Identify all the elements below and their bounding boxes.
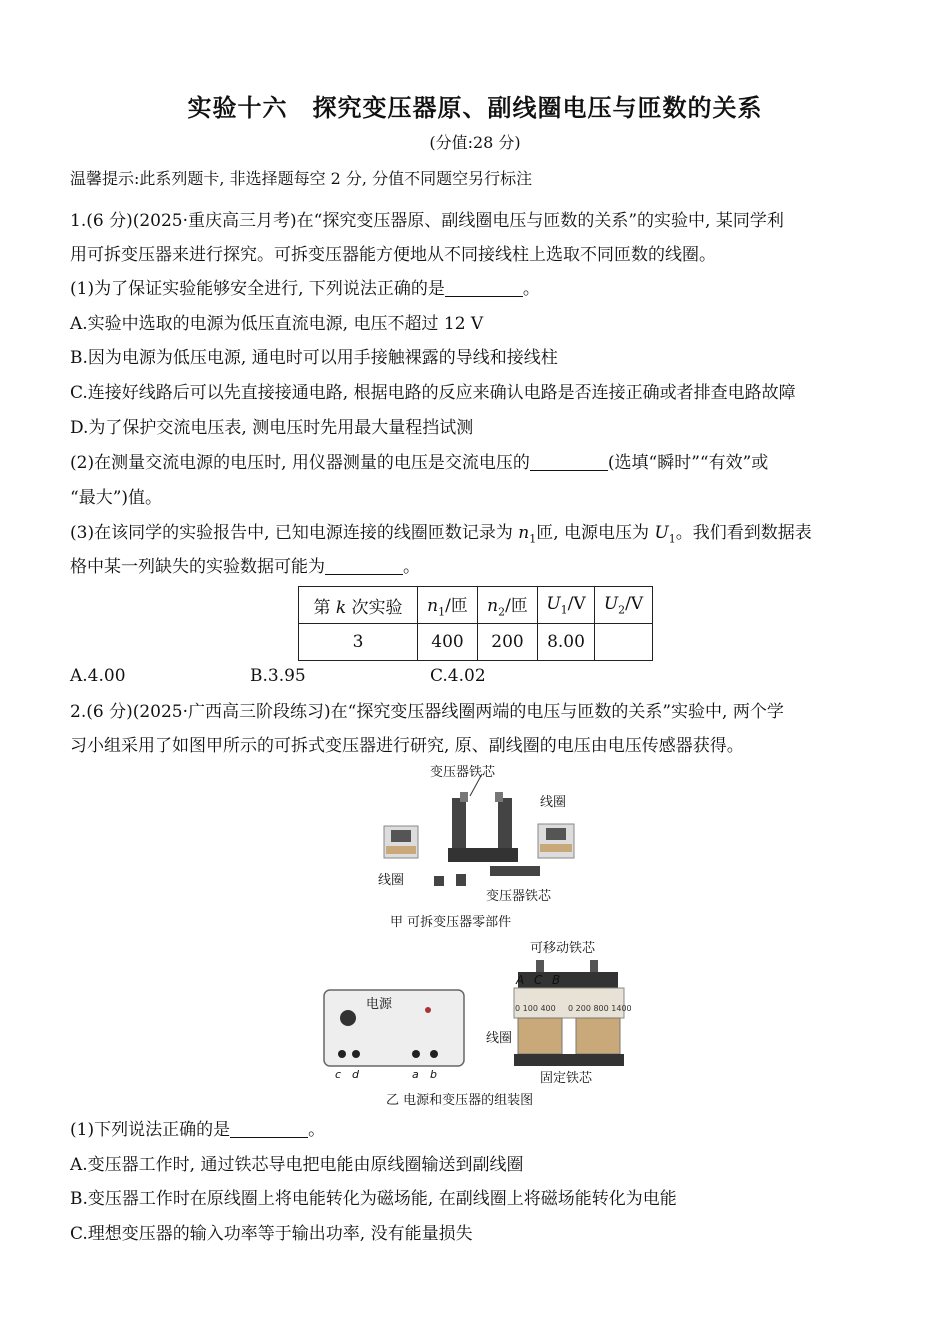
- table-cell: 400: [418, 624, 478, 661]
- coil-right-winding: [576, 1018, 620, 1054]
- table-header-cell: $n_1/$匝: [418, 587, 478, 624]
- table-row: [299, 624, 653, 661]
- q1-part3-blank[interactable]: [325, 557, 403, 575]
- bolt-icon: [590, 960, 598, 974]
- q1-part3-n: n: [518, 523, 530, 543]
- q1-answer-a: A.4.00: [70, 666, 126, 686]
- q2-part1-end: 。: [308, 1120, 326, 1140]
- terminal-a[interactable]: [412, 1050, 420, 1058]
- table-cell: 200: [478, 624, 538, 661]
- indicator-light-icon: [425, 1007, 431, 1013]
- core-pin-icon: [460, 792, 468, 802]
- terminal-c[interactable]: [338, 1050, 346, 1058]
- q1-stem-line1: 1.(6 分)(2025·重庆高三月考)在“探究变压器原、副线圈电压与匝数的关系”的实验中, 某同学利: [70, 211, 784, 231]
- q2-stem-line1: 2.(6 分)(2025·广西高三阶段练习)在“探究变压器线圈两端的电压与匝数的关系”实验中, 两个学: [70, 702, 784, 722]
- q2-option-c: C.理想变压器的输入功率等于输出功率, 没有能量损失: [70, 1224, 473, 1244]
- q2-option-b: B.变压器工作时在原线圈上将电能转化为磁场能, 在副线圈上将磁场能转化为电能: [70, 1189, 677, 1209]
- q1-part1-blank[interactable]: [445, 279, 523, 297]
- q1-part2-blank[interactable]: [530, 453, 608, 471]
- q2-part1-blank[interactable]: [230, 1120, 308, 1138]
- core-base: [448, 848, 518, 862]
- tip-text: 温馨提示:此系列题卡, 非选择题每空 2 分, 分值不同题空另行标注: [70, 169, 533, 188]
- label-movable-core: 可移动铁芯: [530, 941, 596, 956]
- q1-part2-line2: “最大”)值。: [70, 488, 163, 508]
- q1-part3-text-b: 匝, 电源电压为: [536, 523, 655, 543]
- label-core-bottom: 变压器铁芯: [486, 889, 552, 904]
- figure-caption-b: 乙 电源和变压器的组装图: [386, 1093, 534, 1108]
- coil-scale-left: 0 100 400: [515, 1004, 556, 1013]
- coil-right-window: [546, 828, 566, 840]
- q1-part1: [70, 277, 540, 301]
- coil-assembly: [514, 988, 624, 1018]
- movable-core: [518, 972, 618, 988]
- label-coil: 线圈: [486, 1031, 513, 1046]
- table-cell: 3: [299, 624, 418, 661]
- q1-part2: [70, 451, 768, 475]
- coil-left-winding: [386, 846, 416, 854]
- core-bar: [490, 866, 540, 876]
- q1-part2-rest: (选填“瞬时”“有效”或: [607, 453, 769, 473]
- q1-part3-n-sub: 1: [529, 532, 537, 546]
- q1-part3: [70, 521, 812, 551]
- screw-icon: [456, 874, 466, 886]
- table-header-cell: 第 k 次实验: [299, 587, 418, 624]
- core-pin-icon: [495, 792, 503, 802]
- figure-caption-a: 甲 可拆变压器零部件: [390, 915, 512, 930]
- q1-stem-line2: 用可拆变压器来进行探究。可拆变压器能方便地从不同接线柱上选取不同匝数的线圈。: [70, 245, 716, 265]
- label-power: 电源: [366, 997, 393, 1012]
- label-C: C: [534, 973, 543, 987]
- q1-part1-end: 。: [522, 279, 540, 299]
- label-terminal-d: d: [352, 1068, 359, 1081]
- label-coil-right: 线圈: [540, 795, 567, 810]
- table-header-cell: $U_1/V$: [538, 587, 595, 624]
- data-table: [298, 586, 653, 661]
- fixed-core: [514, 1054, 624, 1066]
- q1-answer-c: C.4.02: [430, 666, 486, 686]
- q1-option-c: C.连接好线路后可以先直接接通电路, 根据电路的反应来确认电路是否连接正确或者排查电路故障: [70, 383, 796, 403]
- figure-transformer-parts: [360, 762, 600, 932]
- terminal-b[interactable]: [430, 1050, 438, 1058]
- label-A: A: [516, 973, 525, 987]
- figure-power-transformer-assembly: [318, 936, 638, 1111]
- q1-answer-b: B.3.95: [250, 666, 306, 686]
- q1-part3-text-c: 。我们看到数据表: [675, 523, 812, 543]
- label-coil-left: 线圈: [378, 873, 405, 888]
- q1-part1-text: (1)为了保证实验能够安全进行, 下列说法正确的是: [70, 279, 445, 299]
- label-terminal-c: c: [335, 1068, 342, 1081]
- label-core-top: 变压器铁芯: [430, 765, 496, 780]
- q1-part3-line2-text: 格中某一列缺失的实验数据可能为: [70, 557, 325, 577]
- bolt-icon: [536, 960, 544, 974]
- table-header-cell: $U_2/V$: [595, 587, 653, 624]
- q1-option-a: A.实验中选取的电源为低压直流电源, 电压不超过 12 V: [70, 314, 484, 334]
- table-cell-missing: [595, 624, 653, 661]
- terminal-d[interactable]: [352, 1050, 360, 1058]
- q1-part2-text: (2)在测量交流电源的电压时, 用仪器测量的电压是交流电压的: [70, 453, 530, 473]
- q2-stem-line2: 习小组采用了如图甲所示的可拆式变压器进行研究, 原、副线圈的电压由电压传感器获得。: [70, 736, 744, 756]
- label-fixed-core: 固定铁芯: [540, 1071, 593, 1086]
- label-terminal-a: a: [412, 1068, 419, 1081]
- label-terminal-b: b: [430, 1068, 437, 1081]
- label-B: B: [552, 973, 561, 987]
- coil-right-winding: [540, 844, 572, 852]
- q2-part1-text: (1)下列说法正确的是: [70, 1120, 231, 1140]
- coil-left-window: [391, 830, 411, 842]
- page-title: 实验十六 探究变压器原、副线圈电压与匝数的关系: [187, 94, 763, 122]
- q1-part3-U-sub: 1: [668, 532, 676, 546]
- q1-part3-text-a: (3)在该同学的实验报告中, 已知电源连接的线圈匝数记录为: [70, 523, 519, 543]
- table-header-cell: $n_2/$匝: [478, 587, 538, 624]
- screw-icon: [434, 876, 444, 886]
- power-knob-icon[interactable]: [340, 1010, 356, 1026]
- q2-part1: [70, 1118, 325, 1142]
- core-right-leg: [498, 798, 512, 854]
- coil-scale-right: 0 200 800 1400: [568, 1004, 632, 1013]
- q1-part3-U: U: [654, 523, 669, 543]
- q1-part3-line2: [70, 555, 420, 579]
- core-left-leg: [452, 798, 466, 854]
- score-note: (分值:28 分): [429, 133, 521, 152]
- table-header-row: [299, 587, 653, 624]
- q1-option-d: D.为了保护交流电压表, 测电压时先用最大量程挡试测: [70, 418, 474, 438]
- q1-part3-line2-end: 。: [403, 557, 420, 577]
- q2-option-a: A.变压器工作时, 通过铁芯导电把电能由原线圈输送到副线圈: [70, 1155, 524, 1175]
- coil-left-winding: [518, 1018, 562, 1054]
- table-cell: 8.00: [538, 624, 595, 661]
- q1-option-b: B.因为电源为低压电源, 通电时可以用手接触裸露的导线和接线柱: [70, 348, 558, 368]
